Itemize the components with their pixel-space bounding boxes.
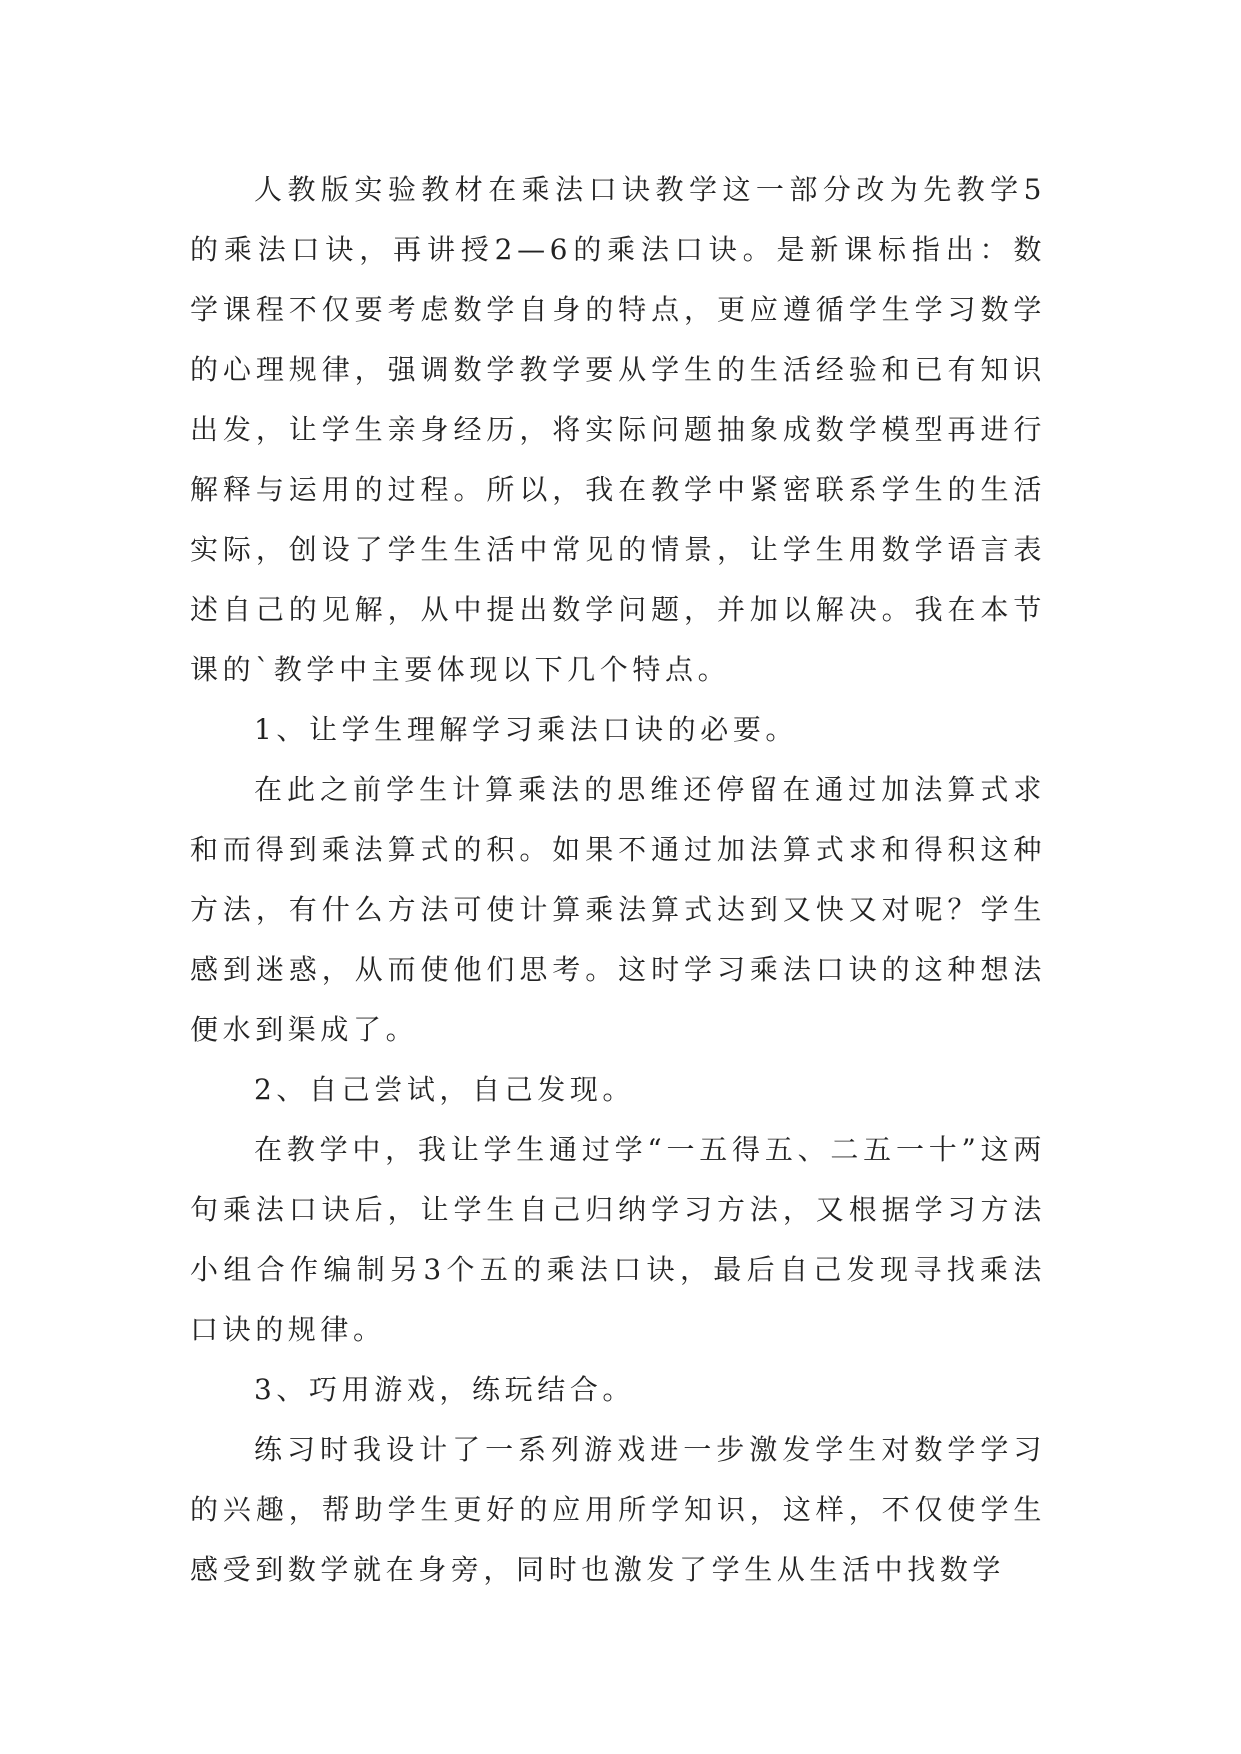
paragraph-intro: 人教版实验教材在乘法口诀教学这一部分改为先教学5的乘法口诀，再讲授2—6的乘法口诀。是新课标指出：数学课程不仅要考虑数学自身的特点，更应遵循学生学习数学的心理规律，强调数学教学要从学生的生活经验和已有知识出发，让学生亲身经历，将实际问题抽象成数学模型再进行解释与运用的过程。所以，我在教学中紧密联系学生的生活实际，创设了学生生活中常见的情景，让学生用数学语言表述自己的见解，从中提出数学问题，并加以解决。我在本节课的`教学中主要体现以下几个特点。 bbox=[190, 173, 1046, 686]
paragraph-body-3: 练习时我设计了一系列游戏进一步激发学生对数学学习的兴趣，帮助学生更好的应用所学知识，这样，不仅使学生感受到数学就在身旁，同时也激发了学生从生活中找数学 bbox=[190, 1433, 1046, 1586]
paragraph-heading-1: 1、让学生理解学习乘法口诀的必要。 bbox=[254, 713, 799, 746]
paragraph-heading-3: 3、巧用游戏，练玩结合。 bbox=[254, 1373, 636, 1406]
document-body bbox=[190, 160, 1046, 1600]
paragraph-body-1: 在此之前学生计算乘法的思维还停留在通过加法算式求和而得到乘法算式的积。如果不通过加法算式求和得积这种方法，有什么方法可使计算乘法算式达到又快又对呢？学生感到迷惑，从而使他们思考。这时学习乘法口诀的这种想法便水到渠成了。 bbox=[190, 773, 1046, 1046]
paragraph-heading-2: 2、自己尝试，自己发现。 bbox=[254, 1073, 636, 1106]
paragraph-body-2: 在教学中，我让学生通过学“一五得五、二五一十”这两句乘法口诀后，让学生自己归纳学习方法，又根据学习方法小组合作编制另3个五的乘法口诀，最后自己发现寻找乘法口诀的规律。 bbox=[190, 1133, 1046, 1346]
